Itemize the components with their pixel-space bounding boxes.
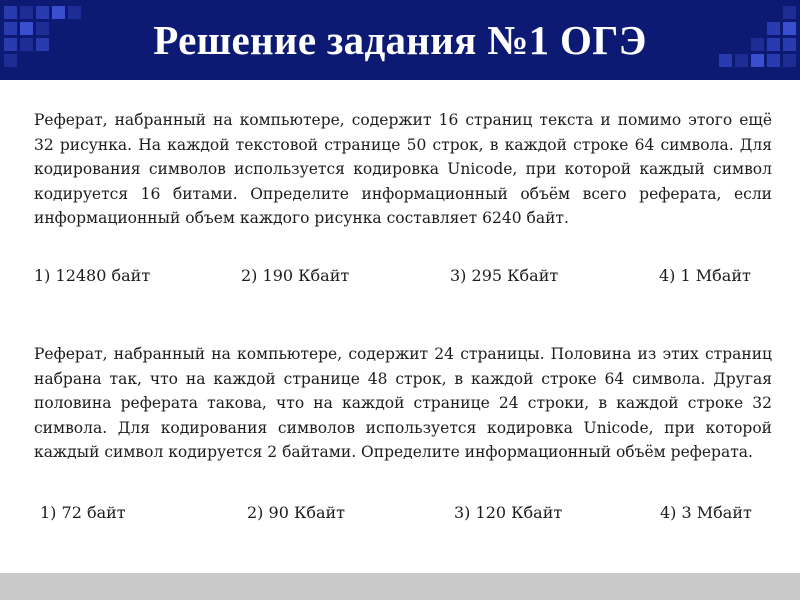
- task-1-option-1: 1) 12480 байт: [34, 266, 151, 285]
- task-2-options: [34, 503, 774, 529]
- slide-title: Решение задания №1 ОГЭ: [153, 17, 647, 63]
- task-2-option-1: 1) 72 байт: [40, 503, 126, 522]
- task-1-text: Реферат, набранный на компьютере, содержит 16 страниц текста и помимо этого ещё 32 рисунка. На каждой текстовой странице 50 строк, в каждой строке 64 символа. Для кодирования символов используется кодировка Unicode, при которой каждый символ кодируется 16 битами. Определите информационный объём всего реферата, если информационный объем каждого рисунка составляет 6240 байт.: [34, 111, 772, 228]
- task-1-option-2: 2) 190 Кбайт: [241, 266, 350, 285]
- task-2-option-3: 3) 120 Кбайт: [454, 503, 563, 522]
- task-1-options: [34, 266, 774, 292]
- footer-bar: [0, 573, 800, 600]
- task-2-option-4: 4) 3 Мбайт: [660, 503, 752, 522]
- task-2-option-2: 2) 90 Кбайт: [247, 503, 346, 522]
- task-2-text: Реферат, набранный на компьютере, содержит 24 страницы. Половина из этих страниц набрана так, что на каждой странице 48 строк, в каждой строке 64 символа. Другая половина реферата такова, что на каждой странице 24 строки, в каждой строке 32 символа. Для кодирования символов используется кодировка Unicode, при которой каждый символ кодируется 2 байтами. Определите информационный объём реферата.: [34, 345, 772, 462]
- task-1-option-4: 4) 1 Мбайт: [659, 266, 751, 285]
- task-1-option-3: 3) 295 Кбайт: [450, 266, 559, 285]
- slide-header: [0, 0, 800, 80]
